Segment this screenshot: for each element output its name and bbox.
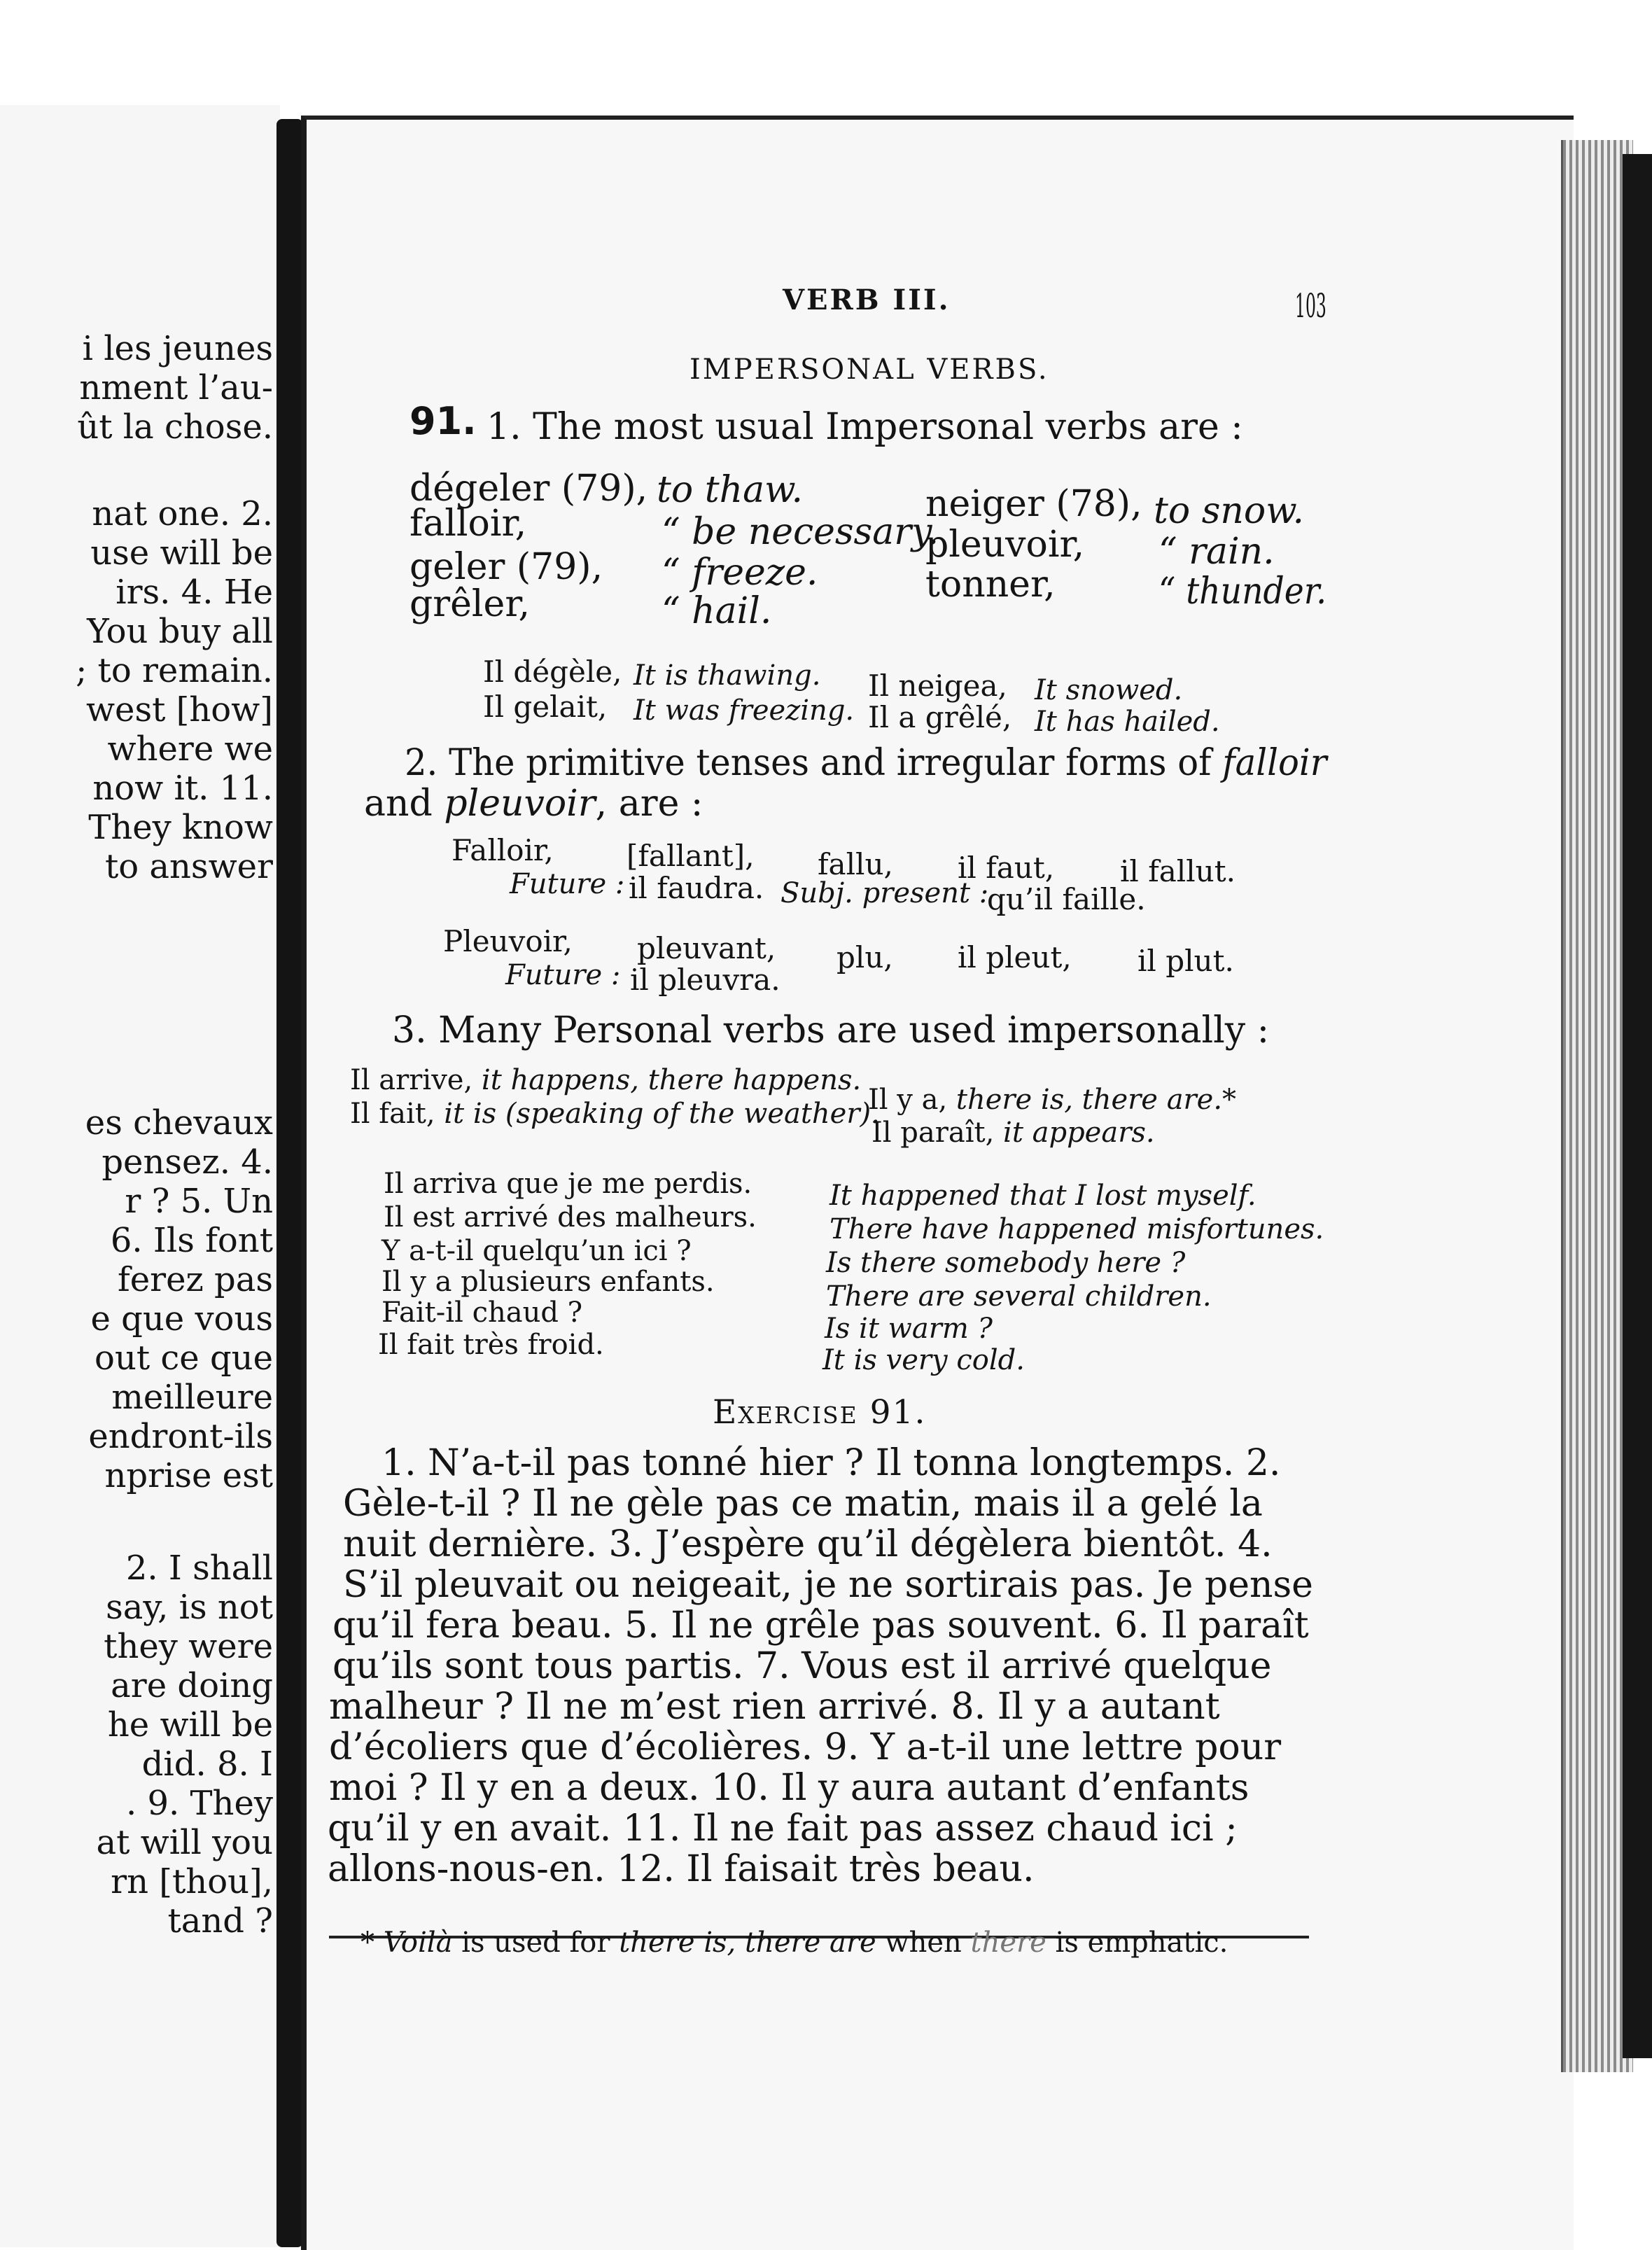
paragraph-3-line-1b: Il y a, there is, there are.* xyxy=(868,1084,1237,1116)
example-en: Is there somebody here ? xyxy=(826,1247,1186,1279)
example-en: Is it warm ? xyxy=(825,1313,993,1345)
previous-page-line: 2. I shall xyxy=(125,1549,273,1588)
meaning-be-necessary: “ be necessary. xyxy=(662,511,939,553)
example-fr: Il a grêlé, xyxy=(868,700,1012,734)
exercise-line: 1. N’a-t-il pas tonné hier ? Il tonna longtemps. 2. xyxy=(382,1442,1281,1484)
previous-page-line: are doing xyxy=(111,1666,273,1705)
previous-page-line: meilleure xyxy=(111,1378,273,1417)
previous-page-line: out ce que xyxy=(94,1339,273,1378)
example-en: It has hailed. xyxy=(1035,706,1220,738)
verb-neiger: neiger (78), xyxy=(925,483,1142,525)
form: il faut, xyxy=(958,851,1055,885)
example-fr: Y a-t-il quelqu’un ici ? xyxy=(382,1235,692,1267)
future-form: il pleuvra. xyxy=(630,963,780,997)
meaning-snow: to snow. xyxy=(1154,490,1305,532)
exercise-line: qu’il fera beau. 5. Il ne grêle pas souvent. 6. Il paraît xyxy=(332,1605,1309,1647)
verb-pleuvoir: pleuvoir, xyxy=(925,524,1085,566)
example-en: It is very cold. xyxy=(822,1344,1025,1376)
verb-greler: grêler, xyxy=(410,583,530,625)
previous-page-line: ferez pas xyxy=(117,1260,273,1299)
previous-page-line: use will be xyxy=(90,533,273,573)
previous-page-line: es chevaux xyxy=(85,1103,273,1143)
footnote: * Voilà is used for there is, there are when there is emphatic. xyxy=(360,1927,1228,1959)
meaning-hail: “ hail. xyxy=(662,590,772,632)
verb-tonner: tonner, xyxy=(925,564,1056,606)
previous-page-line: r ? 5. Un xyxy=(125,1182,273,1221)
previous-page-line: They know xyxy=(88,808,273,847)
meaning-thunder: “ thunder. xyxy=(1158,571,1327,613)
previous-page-line: ; to remain. xyxy=(76,651,273,690)
previous-page-line: say, is not xyxy=(106,1588,273,1627)
example-fr: Il arriva que je me perdis. xyxy=(384,1168,752,1200)
previous-page-line: rn [thou], xyxy=(111,1862,273,1901)
example-fr: Il y a plusieurs enfants. xyxy=(382,1266,715,1298)
future-form: il faudra. xyxy=(629,871,764,905)
paragraph-1-text: 1. The most usual Impersonal verbs are : xyxy=(486,406,1243,448)
previous-page-line: tand ? xyxy=(167,1901,273,1941)
previous-page-line: endront-ils xyxy=(88,1417,273,1456)
example-en: It happened that I lost myself. xyxy=(830,1180,1256,1212)
exercise-line: Gèle-t-il ? Il ne gèle pas ce matin, mais il a gelé la xyxy=(343,1483,1263,1525)
exercise-line: d’écoliers que d’écolières. 9. Y a-t-il une lettre pour xyxy=(329,1726,1282,1768)
exercise-line: qu’il y en avait. 11. Il ne fait pas assez chaud ici ; xyxy=(328,1808,1238,1850)
meaning-freeze: “ freeze. xyxy=(662,552,818,594)
example-en: It was freezing. xyxy=(634,694,855,727)
paragraph-3-line-2: Il fait, it is (speaking of the weather). xyxy=(350,1098,880,1130)
future-label: Future : xyxy=(510,868,625,900)
subj-form: qu’il faille. xyxy=(987,882,1146,916)
previous-page-line: nment l’au- xyxy=(79,368,273,407)
example-en: There are several children. xyxy=(826,1280,1212,1313)
exercise-line: malheur ? Il ne m’est rien arrivé. 8. Il y a autant xyxy=(329,1686,1220,1728)
paragraph-3-line-2b: Il paraît, it appears. xyxy=(872,1117,1155,1149)
previous-page-line: 6. Ils font xyxy=(110,1221,273,1260)
form: il plut. xyxy=(1138,944,1234,978)
previous-page-line: nprise est xyxy=(104,1456,273,1495)
previous-page-line: i les jeunes xyxy=(82,329,273,368)
subj-label: Subj. present : xyxy=(780,877,989,909)
previous-page-line: he will be xyxy=(107,1705,273,1745)
verb-degeler: dégeler (79), xyxy=(410,468,648,510)
form: Pleuvoir, xyxy=(443,924,573,958)
example-fr: Il gelait, xyxy=(483,690,608,724)
exercise-title: Exercise 91. xyxy=(713,1393,927,1432)
previous-page-line: west [how] xyxy=(85,690,273,729)
page-number: 103 xyxy=(1295,287,1326,326)
verb-falloir: falloir, xyxy=(410,503,527,545)
section-title: IMPERSONAL VERBS. xyxy=(690,354,1049,386)
future-label: Future : xyxy=(505,959,621,991)
exercise-line: nuit dernière. 3. J’espère qu’il dégèlera bientôt. 4. xyxy=(343,1523,1273,1565)
book-spine xyxy=(276,119,303,2247)
form: il pleut, xyxy=(958,940,1072,974)
exercise-line: qu’ils sont tous partis. 7. Vous est il arrivé quelque xyxy=(332,1645,1272,1687)
example-fr: Il fait très froid. xyxy=(378,1329,604,1361)
previous-page-line: nat one. 2. xyxy=(92,494,273,533)
example-en: It is thawing. xyxy=(634,659,821,692)
previous-page-line: they were xyxy=(104,1627,273,1666)
form: [fallant], xyxy=(626,839,755,873)
paragraph-3-text: 3. Many Personal verbs are used impersonally : xyxy=(392,1009,1270,1051)
example-fr: Il neigea, xyxy=(868,669,1007,703)
previous-page-line: irs. 4. He xyxy=(115,573,273,612)
verb-geler: geler (79), xyxy=(410,546,603,588)
previous-page-line: now it. 11. xyxy=(92,769,273,808)
paragraph-2-line-2: and pleuvoir, are : xyxy=(364,783,704,825)
previous-page-line: e que vous xyxy=(90,1299,273,1339)
previous-page-line: at will you xyxy=(96,1823,273,1862)
example-fr: Il est arrivé des malheurs. xyxy=(384,1201,757,1234)
previous-page-line: where we xyxy=(107,729,273,769)
previous-page-line: to answer xyxy=(104,847,273,886)
previous-page-fragment xyxy=(0,105,280,2247)
form: Falloir, xyxy=(451,833,554,867)
paragraph-3-line-1: Il arrive, it happens, there happens. xyxy=(350,1064,862,1096)
running-title: VERB III. xyxy=(783,284,951,316)
form: il fallut. xyxy=(1120,854,1236,888)
form: plu, xyxy=(836,940,893,974)
previous-page-line: ût la chose. xyxy=(77,407,273,447)
paragraph-2-line-1: 2. The primitive tenses and irregular forms of falloir xyxy=(405,742,1327,784)
previous-page-line: pensez. 4. xyxy=(102,1143,273,1182)
example-fr: Il dégèle, xyxy=(483,655,622,689)
form: fallu, xyxy=(818,847,893,881)
book-cover-edge xyxy=(1623,154,1652,2058)
exercise-line: S’il pleuvait ou neigeait, je ne sortirais pas. Je pense xyxy=(343,1564,1313,1606)
previous-page-line: You buy all xyxy=(87,612,273,651)
meaning-thaw: to thaw. xyxy=(657,469,803,511)
meaning-rain: “ rain. xyxy=(1158,531,1275,573)
example-en: It snowed. xyxy=(1035,674,1183,706)
exercise-line: moi ? Il y en a deux. 10. Il y aura autant d’enfants xyxy=(329,1767,1250,1809)
exercise-line: allons-nous-en. 12. Il faisait très beau. xyxy=(328,1848,1035,1890)
example-en: There have happened misfortunes. xyxy=(830,1213,1324,1245)
form: pleuvant, xyxy=(637,931,776,965)
example-fr: Fait-il chaud ? xyxy=(382,1297,583,1329)
previous-page-line: . 9. They xyxy=(125,1784,273,1823)
previous-page-line: did. 8. I xyxy=(141,1745,273,1784)
paragraph-number: 91. xyxy=(410,399,477,443)
